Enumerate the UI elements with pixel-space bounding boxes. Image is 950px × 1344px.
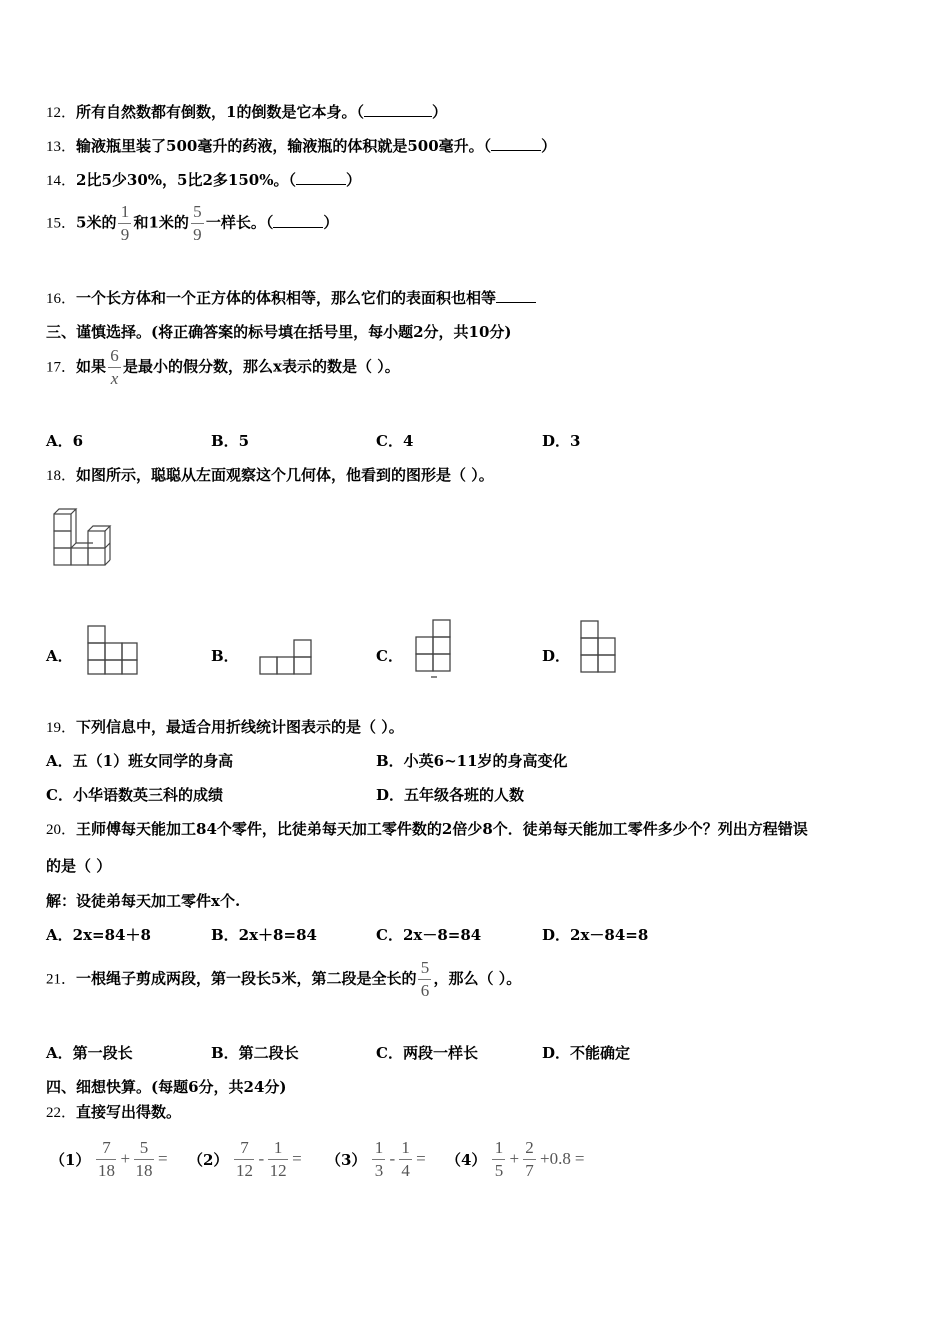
option-c[interactable]: C．4	[376, 432, 414, 450]
answer-blank[interactable]	[273, 213, 323, 228]
answer-blank[interactable]	[496, 288, 536, 303]
option-c-figure[interactable]	[413, 618, 455, 680]
option-b[interactable]: B．小英6~11岁的身高变化	[376, 752, 568, 770]
cube-solid-figure	[50, 508, 122, 570]
calc-item-4: （4） $\frac{1}{5}$ + $\frac{2}{7}$ +0.8 =	[446, 1137, 585, 1180]
fraction: $\frac{5}{9}$	[191, 202, 204, 245]
option-b[interactable]: B．第二段长	[211, 1044, 299, 1062]
option-a[interactable]: A．五（1）班女同学的身高	[46, 752, 234, 770]
question-15: 15．5米的 $\frac{1}{9}$ 和1米的 $\frac{5}{9}$ 一样长。（ ）	[46, 202, 339, 244]
option-c[interactable]: C．	[376, 647, 403, 665]
question-12: 12．所有自然数都有倒数，1的倒数是它本身。（ ）	[46, 103, 447, 121]
option-d[interactable]: D．2x－84=8	[542, 926, 649, 944]
option-a[interactable]: A．	[46, 647, 73, 665]
option-a[interactable]: A．第一段长	[46, 1044, 133, 1062]
question-14: 14．2比5少30%，5比2多150%。（ ）	[46, 171, 361, 189]
answer-blank[interactable]	[364, 102, 432, 117]
answer-blank[interactable]	[296, 170, 346, 185]
option-a-figure[interactable]	[86, 624, 140, 678]
question-13: 13．输液瓶里装了500毫升的药液，输液瓶的体积就是500毫升。（ ）	[46, 137, 557, 155]
calc-item-1: （1） $\frac{7}{18}$ + $\frac{5}{18}$ =	[50, 1137, 168, 1180]
option-d[interactable]: D．不能确定	[542, 1044, 631, 1062]
question-22: 22．直接写出得数。	[46, 1103, 182, 1121]
question-21: 21．一根绳子剪成两段，第一段长5米，第二段是全长的 $\frac{5}{6}$ ，那么（ ）。	[46, 958, 522, 1000]
option-d[interactable]: D．3	[542, 432, 581, 450]
option-d[interactable]: D．五年级各班的人数	[376, 786, 525, 804]
option-b[interactable]: B．5	[211, 432, 250, 450]
question-20: 20．王师傅每天能加工84个零件，比徒弟每天加工零件数的2倍少8个．徒弟每天能加工零件多少个？列出方程错误	[46, 820, 808, 838]
section-4-heading: 四、细想快算。(每题6分，共24分)	[46, 1078, 287, 1096]
option-c[interactable]: C．两段一样长	[376, 1044, 478, 1062]
question-17: 17．如果 $\frac{6}{x}$ 是最小的假分数，那么x表示的数是（ ）。	[46, 346, 400, 388]
option-b[interactable]: B．2x＋8=84	[211, 926, 317, 944]
question-20-solution: 解：设徒弟每天加工零件x个.	[46, 892, 241, 910]
option-a[interactable]: A．2x=84＋8	[46, 926, 151, 944]
fraction: $\frac{5}{6}$	[418, 958, 431, 1001]
option-d-figure[interactable]	[578, 618, 618, 676]
question-18: 18．如图所示，聪聪从左面观察这个几何体，他看到的图形是（ ）。	[46, 466, 494, 484]
option-c[interactable]: C．2x－8=84	[376, 926, 482, 944]
option-b[interactable]: B．	[211, 647, 239, 665]
question-20-line2: 的是（ ）	[46, 857, 112, 875]
calc-item-3: （3） $\frac{1}{3}$ - $\frac{1}{4}$ =	[326, 1137, 426, 1180]
option-a[interactable]: A．6	[46, 432, 84, 450]
fraction: $\frac{6}{x}$	[108, 346, 121, 389]
question-16: 16．一个长方体和一个正方体的体积相等，那么它们的表面积也相等	[46, 288, 536, 309]
calc-item-2: （2） $\frac{7}{12}$ - $\frac{1}{12}$ =	[188, 1137, 302, 1180]
answer-blank[interactable]	[491, 136, 541, 151]
option-c[interactable]: C．小华语数英三科的成绩	[46, 786, 223, 804]
option-d[interactable]: D．	[542, 647, 571, 665]
option-b-figure[interactable]	[256, 638, 314, 678]
fraction: $\frac{1}{9}$	[118, 202, 131, 245]
section-3-heading: 三、谨慎选择。(将正确答案的标号填在括号里，每小题2分，共10分)	[46, 323, 512, 341]
question-19: 19．下列信息中，最适合用折线统计图表示的是（ ）。	[46, 718, 404, 736]
